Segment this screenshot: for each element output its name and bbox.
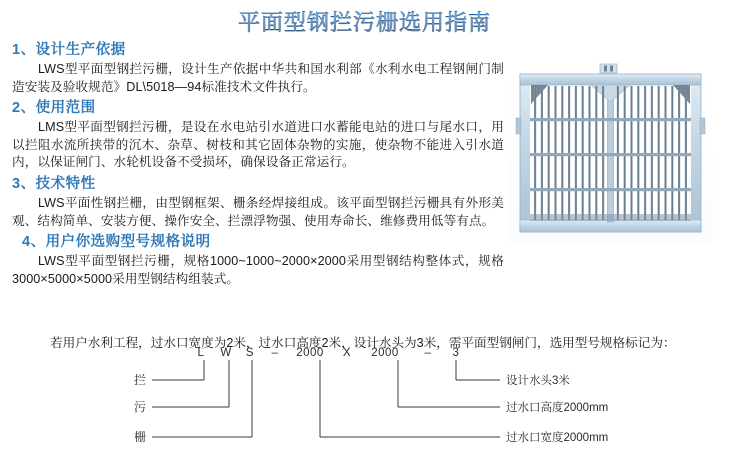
lifting-lug-icon (600, 64, 617, 73)
model-code-token-width: 2000 (296, 347, 324, 359)
section-2-heading: 2、使用范围 (12, 100, 96, 117)
model-code-diagram (0, 344, 729, 463)
section-3-heading: 3、技术特性 (12, 175, 96, 192)
section-1 (12, 40, 504, 96)
left-label-lan: 拦 (133, 373, 146, 387)
product-photo (508, 62, 713, 242)
section-4-heading: 4、用户你选购型号规格说明 (22, 234, 211, 251)
section-3-body (12, 195, 504, 230)
model-code-row (198, 347, 460, 359)
section-2-text: LMS型平面型钢拦污栅，是设在水电站引水道进口水蓄能电站的进口与尾水口，用以拦阻水流所挟带的沉木、杂草、树枝和其它固体杂物的实施，使杂物不能进入引水道内，以保证闸门、水轮机设备不受损坏，确保设备正常运行。 (12, 120, 504, 170)
right-label-design-head: 设计水头3米 (506, 375, 570, 387)
section-4 (12, 232, 504, 288)
model-code-token-x: X (342, 347, 352, 359)
section-2 (12, 98, 504, 172)
section-3-text: LWS平面性钢拦栅，由型钢框架、栅条经焊接组成。该平面型钢拦污栅具有外形美观、结构简单、安装方便、操作安全、拦漂浮物强、使用寿命长、维修费用低等有点。 (12, 195, 504, 228)
closing-text: 若用户水利工程，过水口宽度为2米，过水口高度2米，设计水头为3米，需平面型钢闸门，选用型号规格标记为： (50, 335, 676, 350)
section-4-body (12, 253, 504, 288)
section-1-text: LWS型平面型钢拦污栅，设计生产依据中华共和国水利部《水利水电工程钢闸门制造安装及验收规范》DL\5018—94标准技术文件执行。 (12, 62, 504, 94)
right-label-opening-width: 过水口宽度2000mm (506, 432, 609, 444)
right-leader-labels (506, 373, 608, 444)
model-code-token-dash-1: – (271, 347, 279, 359)
right-label-opening-height: 过水口高度2000mm (506, 402, 609, 414)
section-2-body (12, 119, 504, 172)
left-label-wu: 污 (133, 400, 146, 414)
model-code-token-w: W (220, 347, 232, 359)
section-1-heading: 1、设计生产依据 (12, 42, 126, 58)
model-code-token-height: 2000 (371, 347, 399, 359)
left-label-shan: 栅 (133, 430, 146, 444)
model-code-token-l: L (197, 347, 205, 359)
article-body (12, 40, 504, 290)
section-4-text: LWS型平面型钢拦污栅，规格1000~1000~2000×2000采用型钢结构整体式，规格3000×5000×5000采用型钢结构组装式。 (12, 254, 504, 286)
left-leader-labels (134, 372, 146, 444)
model-code-token-dash-2: – (424, 347, 432, 359)
section-3 (12, 174, 504, 230)
page-title: 平面型钢拦污栅选用指南 (0, 6, 729, 37)
trash-rack-illustration (508, 62, 713, 242)
section-1-body (12, 61, 504, 96)
model-code-token-s: S (245, 347, 255, 359)
model-code-token-head: 3 (452, 347, 460, 359)
